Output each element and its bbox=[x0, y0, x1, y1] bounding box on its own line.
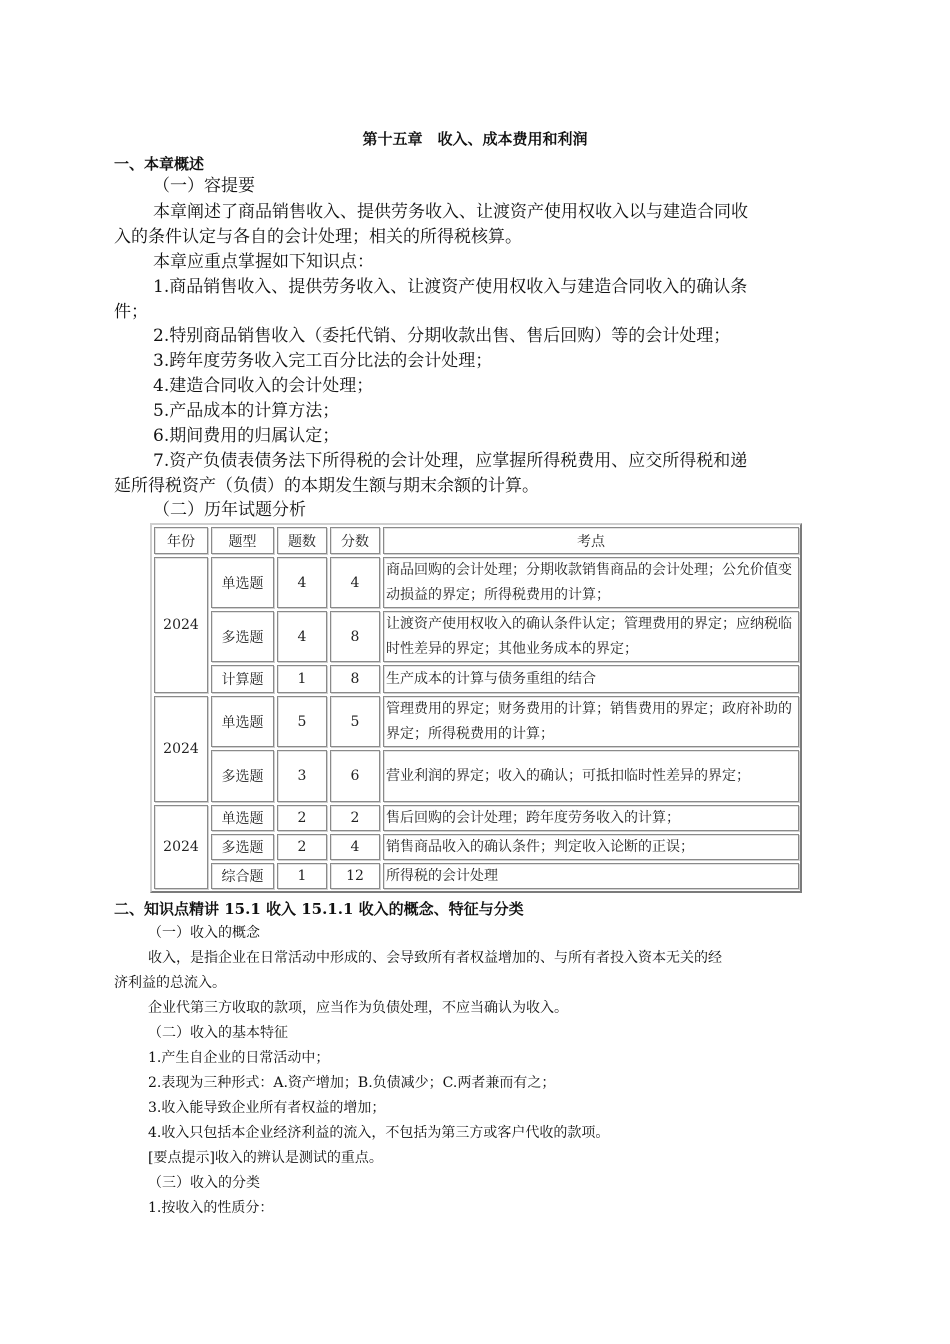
table-row-count: 1 bbox=[277, 665, 327, 693]
point-5: 5.产品成本的计算方法； bbox=[153, 401, 340, 421]
point-1b: 件； bbox=[114, 302, 148, 322]
section2-heading: 二、知识点精讲 15.1 收入 15.1.1 收入的概念、特征与分类 bbox=[114, 900, 524, 918]
point-3: 3.跨年度劳务收入完工百分比法的会计处理； bbox=[153, 351, 493, 371]
table-row-points: 销售商品收入的确认条件；判定收入论断的正误； bbox=[383, 834, 799, 860]
exam-analysis-table bbox=[150, 523, 802, 893]
group2-year: 2024 bbox=[154, 696, 208, 802]
header-score: 分数 bbox=[330, 527, 380, 554]
table-row-score: 4 bbox=[330, 557, 380, 608]
table-row-points: 管理费用的界定；财务费用的计算；销售费用的界定；政府补助的界定；所得税费用的计算； bbox=[383, 696, 799, 747]
section1-sub2: （二）历年试题分析 bbox=[153, 500, 306, 520]
classification-1: 1.按收入的性质分： bbox=[148, 1200, 274, 1216]
feature-1: 1.产生自企业的日常活动中； bbox=[148, 1050, 330, 1066]
section2-sub1: （一）收入的概念 bbox=[148, 925, 260, 941]
point-6: 6.期间费用的归属认定； bbox=[153, 426, 340, 446]
table-row-type: 单选题 bbox=[211, 805, 274, 831]
table-row-points: 所得税的会计处理 bbox=[383, 863, 799, 889]
table-row-score: 8 bbox=[330, 611, 380, 662]
table-row-type: 单选题 bbox=[211, 557, 274, 608]
header-year: 年份 bbox=[154, 527, 208, 554]
table-row-points: 让渡资产使用权收入的确认条件认定；管理费用的界定；应纳税临时性差异的界定；其他业务成本的界定； bbox=[383, 611, 799, 662]
table-row-points: 商品回购的会计处理；分期收款销售商品的会计处理；公允价值变动损益的界定；所得税费用的计算； bbox=[383, 557, 799, 608]
header-type: 题型 bbox=[211, 527, 274, 554]
table-row-points: 售后回购的会计处理；跨年度劳务收入的计算； bbox=[383, 805, 799, 831]
feature-2: 2.表现为三种形式：A.资产增加；B.负债减少；C.两者兼而有之； bbox=[148, 1075, 556, 1091]
feature-4: 4.收入只包括本企业经济利益的流入，不包括为第三方或客户代收的款项。 bbox=[148, 1125, 610, 1141]
section1-sub1: （一）容提要 bbox=[153, 176, 255, 196]
section1-heading: 一、本章概述 bbox=[114, 155, 205, 173]
group1-year: 2024 bbox=[154, 557, 208, 693]
intro-line1: 本章阐述了商品销售收入、提供劳务收入、让渡资产使用权收入以与建造合同收 bbox=[153, 202, 748, 222]
table-row-score: 2 bbox=[330, 805, 380, 831]
chapter-title: 第十五章 收入、成本费用和利润 bbox=[362, 130, 588, 148]
table-row-score: 12 bbox=[330, 863, 380, 889]
table-row-type: 多选题 bbox=[211, 834, 274, 860]
table-row-count: 4 bbox=[277, 557, 327, 608]
group3-year: 2024 bbox=[154, 805, 208, 889]
point-1a: 1.商品销售收入、提供劳务收入、让渡资产使用权收入与建造合同收入的确认条 bbox=[153, 277, 748, 297]
table-row-type: 计算题 bbox=[211, 665, 274, 693]
key-tip: [要点提示]收入的辨认是测试的重点。 bbox=[148, 1150, 383, 1166]
point-7b: 延所得税资产（负债）的本期发生额与期末余额的计算。 bbox=[114, 476, 539, 496]
point-4: 4.建造合同收入的会计处理； bbox=[153, 376, 374, 396]
table-row-count: 1 bbox=[277, 863, 327, 889]
table-row-score: 6 bbox=[330, 750, 380, 802]
header-points: 考点 bbox=[383, 527, 799, 554]
table-row-score: 5 bbox=[330, 696, 380, 747]
table-row-count: 3 bbox=[277, 750, 327, 802]
table-row-score: 4 bbox=[330, 834, 380, 860]
table-row-type: 综合题 bbox=[211, 863, 274, 889]
table-row-type: 多选题 bbox=[211, 611, 274, 662]
definition-line1: 收入，是指企业在日常活动中形成的、会导致所有者权益增加的、与所有者投入资本无关的经 bbox=[148, 950, 722, 966]
table-row-points: 生产成本的计算与债务重组的结合 bbox=[383, 665, 799, 693]
intro-line2: 入的条件认定与各自的会计处理；相关的所得税核算。 bbox=[114, 227, 522, 247]
third-party-note: 企业代第三方收取的款项，应当作为负债处理，不应当确认为收入。 bbox=[148, 1000, 568, 1016]
table-row-score: 8 bbox=[330, 665, 380, 693]
table-row-type: 多选题 bbox=[211, 750, 274, 802]
table-row-count: 4 bbox=[277, 611, 327, 662]
point-7a: 7.资产负债表债务法下所得税的会计处理，应掌握所得税费用、应交所得税和递 bbox=[153, 451, 748, 471]
feature-3: 3.收入能导致企业所有者权益的增加； bbox=[148, 1100, 386, 1116]
table-row-type: 单选题 bbox=[211, 696, 274, 747]
section2-sub3: （三）收入的分类 bbox=[148, 1175, 260, 1191]
definition-line2: 济利益的总流入。 bbox=[114, 975, 226, 991]
focus-line: 本章应重点掌握如下知识点： bbox=[153, 252, 374, 272]
header-count: 题数 bbox=[277, 527, 327, 554]
section2-sub2: （二）收入的基本特征 bbox=[148, 1025, 288, 1041]
table-row-points: 营业利润的界定；收入的确认；可抵扣临时性差异的界定； bbox=[383, 750, 799, 802]
table-row-count: 2 bbox=[277, 834, 327, 860]
table-row-count: 2 bbox=[277, 805, 327, 831]
point-2: 2.特别商品销售收入（委托代销、分期收款出售、售后回购）等的会计处理； bbox=[153, 326, 731, 346]
table-row-count: 5 bbox=[277, 696, 327, 747]
